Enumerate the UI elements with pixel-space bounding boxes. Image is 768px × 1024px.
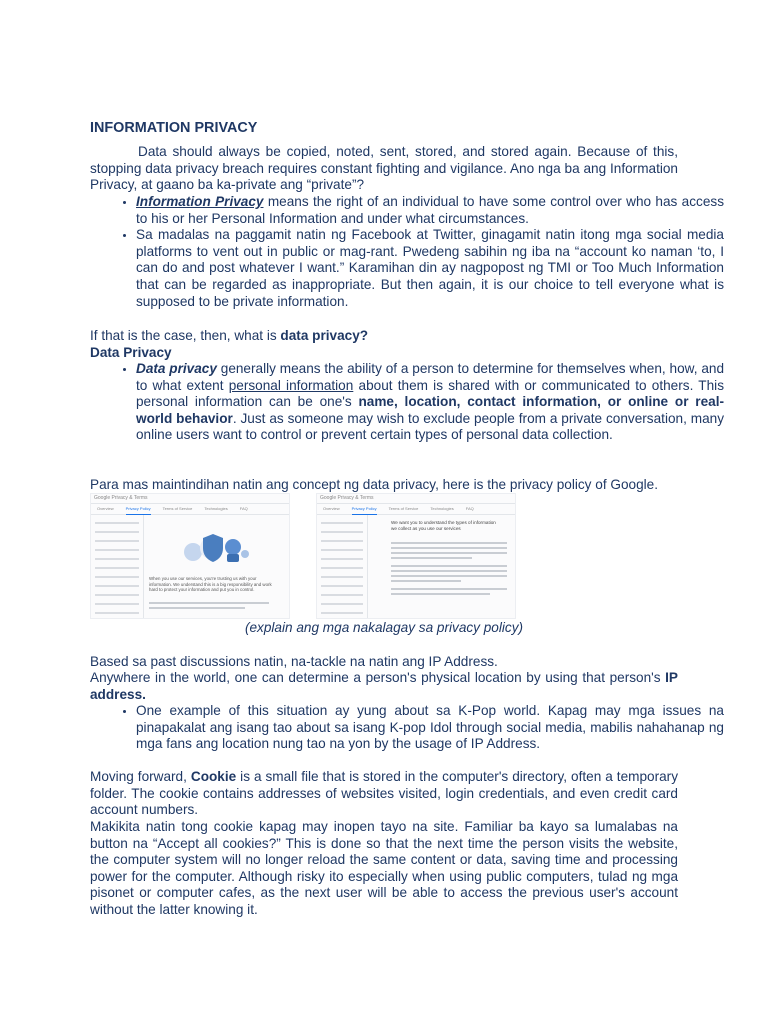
screenshot-heading: When you use our services, you're trusting us with your information. We understand this is a big responsibility and work hard to protect your information and put you in control.	[149, 576, 272, 592]
question-line	[90, 328, 678, 345]
cookie-paragraph	[90, 769, 678, 819]
screenshot-tab: FAQ	[465, 506, 474, 511]
screenshot-caption: (explain ang mga nakalagay sa privacy policy)	[244, 620, 524, 635]
dp-text-1: generally means the ability of a person to determine for themselves when, how, and to what extent	[136, 361, 724, 393]
dp-text-2: about them is shared with or communicated to others. This personal information can be one's	[136, 377, 724, 410]
screenshot-header: Google Privacy & Terms	[317, 494, 515, 504]
screenshot-sidebar	[317, 515, 368, 618]
page-title: INFORMATION PRIVACY	[90, 120, 258, 136]
ip-address-bold: IP address.	[90, 670, 678, 702]
dp-bold-text: name, location, contact information, or online or real-world behavior	[136, 394, 724, 426]
list-item	[136, 227, 724, 310]
list-item: • One example of this situation ay yung about sa K-Pop world. Kapag may mga issues na pinapakalat ang isang tao about sa isang K-pop Idol through social media, mabilis nahahanap ng mga fans ang location nung tao na yon by the usage of IP Address.	[136, 703, 724, 753]
personal-information-link[interactable]: personal information	[228, 377, 354, 393]
kpop-list	[90, 703, 724, 753]
data-privacy-list	[90, 361, 724, 444]
screenshot-sidebar	[91, 515, 144, 618]
intro-paragraph: Data should always be copied, noted, sent, stored, and stored again. Because of this, stopping data privacy breach requires constant fighting and vigilance. Ano nga ba ang Information Privacy, at gaano ba ka-private ang “private”?	[90, 144, 678, 193]
cookie-definition: is a small file that is stored in the computer's directory, often a temporary folder. The cookie contains addresses of websites visited, login credentials, and even credit card account numbers.	[90, 769, 678, 818]
screenshot-text-lines	[149, 602, 269, 612]
screenshot-tab: Terms of Service	[162, 506, 193, 511]
screenshot-header: Google Privacy & Terms	[91, 494, 289, 504]
list-item	[136, 361, 724, 444]
screenshot-tab: Technologies	[204, 506, 228, 511]
cookie-prefix: Moving forward,	[90, 769, 191, 784]
cookie-bold: Cookie	[190, 769, 237, 784]
privacy-policy-screenshot-left	[90, 493, 290, 619]
question-prefix: If that is the case, then, what is	[90, 328, 281, 343]
info-privacy-list	[90, 194, 724, 310]
ip-line-1: Based sa past discussions natin, na-tackle na natin ang IP Address.	[90, 654, 498, 669]
screenshot-tab: Technologies	[430, 506, 454, 511]
screenshot-tabs	[317, 504, 515, 515]
screenshot-tab: Privacy Policy	[352, 504, 377, 515]
screenshot-tab: Terms of Service	[388, 506, 419, 511]
privacy-illustration-icon	[181, 530, 251, 566]
screenshot-tab: FAQ	[239, 506, 248, 511]
cookie-paragraph-2: Makikita natin tong cookie kapag may inopen tayo na site. Familiar ba kayo sa lumalabas na button na “Accept all cookies?” This is done so that the next time the person visits the website, the computer system will no longer reload the same content or data, saving time and processing power for the computer. Although risky ito especially when using public computers, tulad ng mga pisonet or computer cafes, as the next user will be able to access the previous user's account without the latter knowing it.	[90, 819, 678, 917]
social-media-text: Sa madalas na paggamit natin ng Facebook at Twitter, ginagamit natin itong mga social media platforms to vent out in public or mag-rant. Pwedeng sabihin ng iba na “account ko naman ‘to, I can do and post whatever I want.” Karamihan din ay nagpopost ng TMI or Too Much Information that can be regarded as inappropriate. But then again, it is our choice to tell everyone what is supposed to be private information.	[136, 227, 724, 309]
privacy-policy-screenshot-right	[316, 493, 516, 619]
screenshot-tab: Privacy Policy	[126, 504, 151, 515]
data-privacy-heading: Data Privacy	[90, 345, 172, 360]
question-bold: data privacy?	[280, 328, 369, 343]
google-policy-line: Para mas maintindihan natin ang concept ng data privacy, here is the privacy policy of Google.	[90, 477, 658, 492]
screenshot-tabs	[91, 504, 289, 515]
screenshot-text-lines	[391, 542, 507, 598]
screenshot-heading: We want you to understand the types of information we collect as you use our services	[391, 520, 496, 531]
screenshot-tab: Overview	[323, 506, 340, 511]
list-item	[136, 194, 724, 227]
screenshot-tab: Overview	[97, 506, 114, 511]
data-privacy-term: Data privacy	[136, 361, 217, 376]
ip-line-2	[90, 670, 678, 703]
dp-text-3: . Just as someone may wish to exclude people from a private conversation, many online users want to control or prevent certain types of personal data collection.	[136, 410, 724, 443]
info-privacy-term: Information Privacy	[136, 194, 264, 209]
info-privacy-definition: means the right of an individual to have some control over who has access to his or her Personal Information and under what circumstances.	[136, 194, 724, 226]
ip-line-2-text: Anywhere in the world, one can determine a person's physical location by using that person's	[90, 670, 666, 685]
